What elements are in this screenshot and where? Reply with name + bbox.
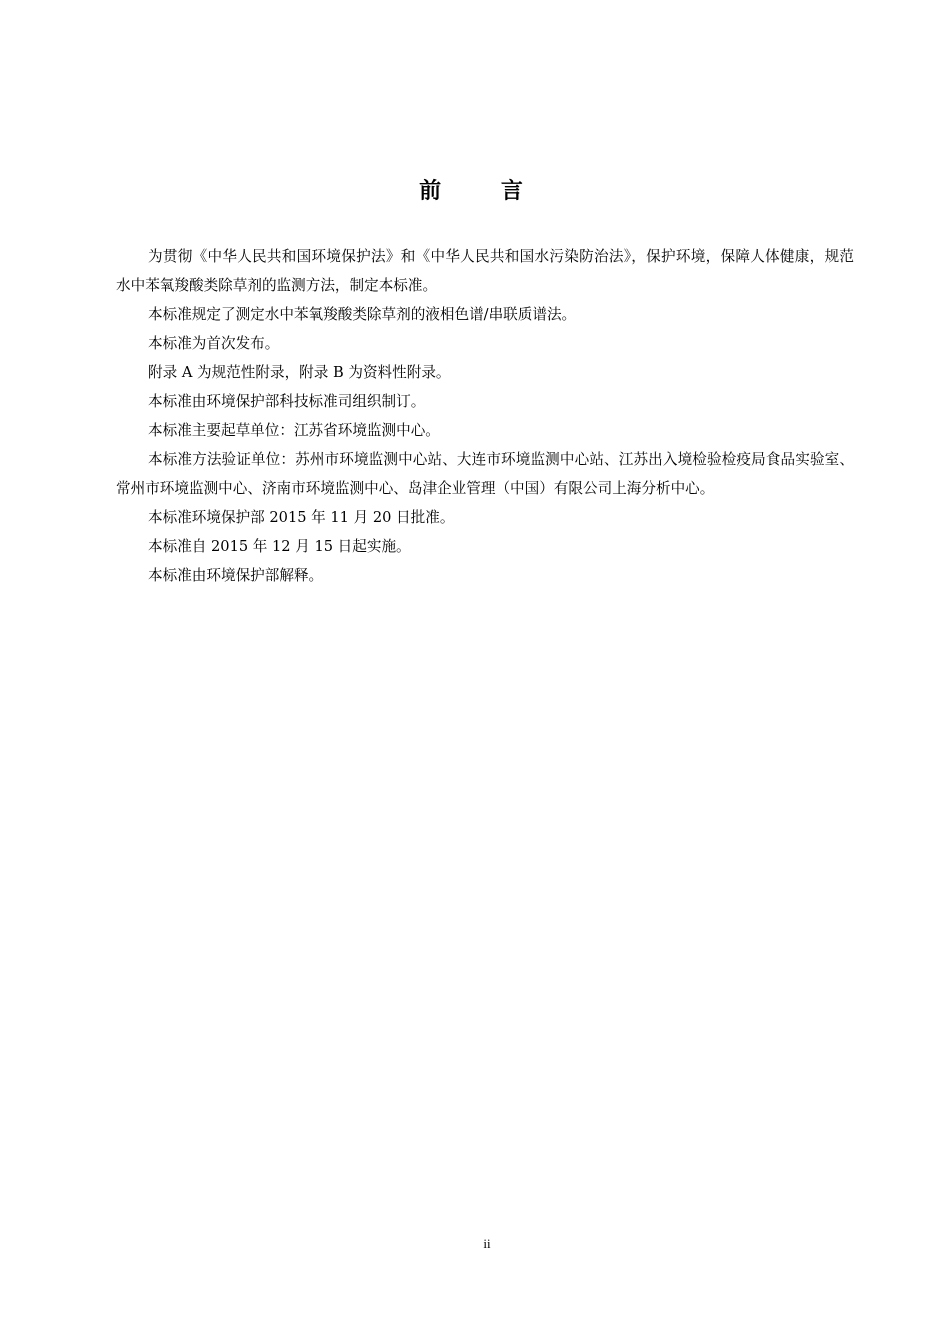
paragraph-organizer: 本标准由环境保护部科技标准司组织制订。 [148, 393, 426, 410]
foreword-body [116, 242, 854, 590]
paragraph-interpretation: 本标准由环境保护部解释。 [148, 567, 324, 584]
paragraph-scope: 本标准规定了测定水中苯氧羧酸类除草剂的液相色谱/串联质谱法。 [148, 306, 577, 323]
page-number: ii [483, 1236, 491, 1251]
paragraph-appendices: 附录 A 为规范性附录，附录 B 为资料性附录。 [148, 364, 451, 381]
paragraph-effective-date: 本标准自 2015 年 12 月 15 日起实施。 [148, 538, 411, 555]
paragraph-drafting-unit: 本标准主要起草单位：江苏省环境监测中心。 [148, 422, 440, 439]
paragraph-purpose: 为贯彻《中华人民共和国环境保护法》和《中华人民共和国水污染防治法》，保护环境，保障人体健康，规范水中苯氧羧酸类除草剂的监测方法，制定本标准。 [116, 248, 854, 294]
paragraph-approval-date: 本标准环境保护部 2015 年 11 月 20 日批准。 [148, 509, 455, 526]
page-title: 前 言 [419, 179, 549, 204]
paragraph-validation-units: 本标准方法验证单位：苏州市环境监测中心站、大连市环境监测中心站、江苏出入境检验检疫局食品实验室、常州市环境监测中心、济南市环境监测中心、岛津企业管理（中国）有限公司上海分析中心。 [116, 451, 854, 497]
paragraph-first-release: 本标准为首次发布。 [148, 335, 280, 352]
